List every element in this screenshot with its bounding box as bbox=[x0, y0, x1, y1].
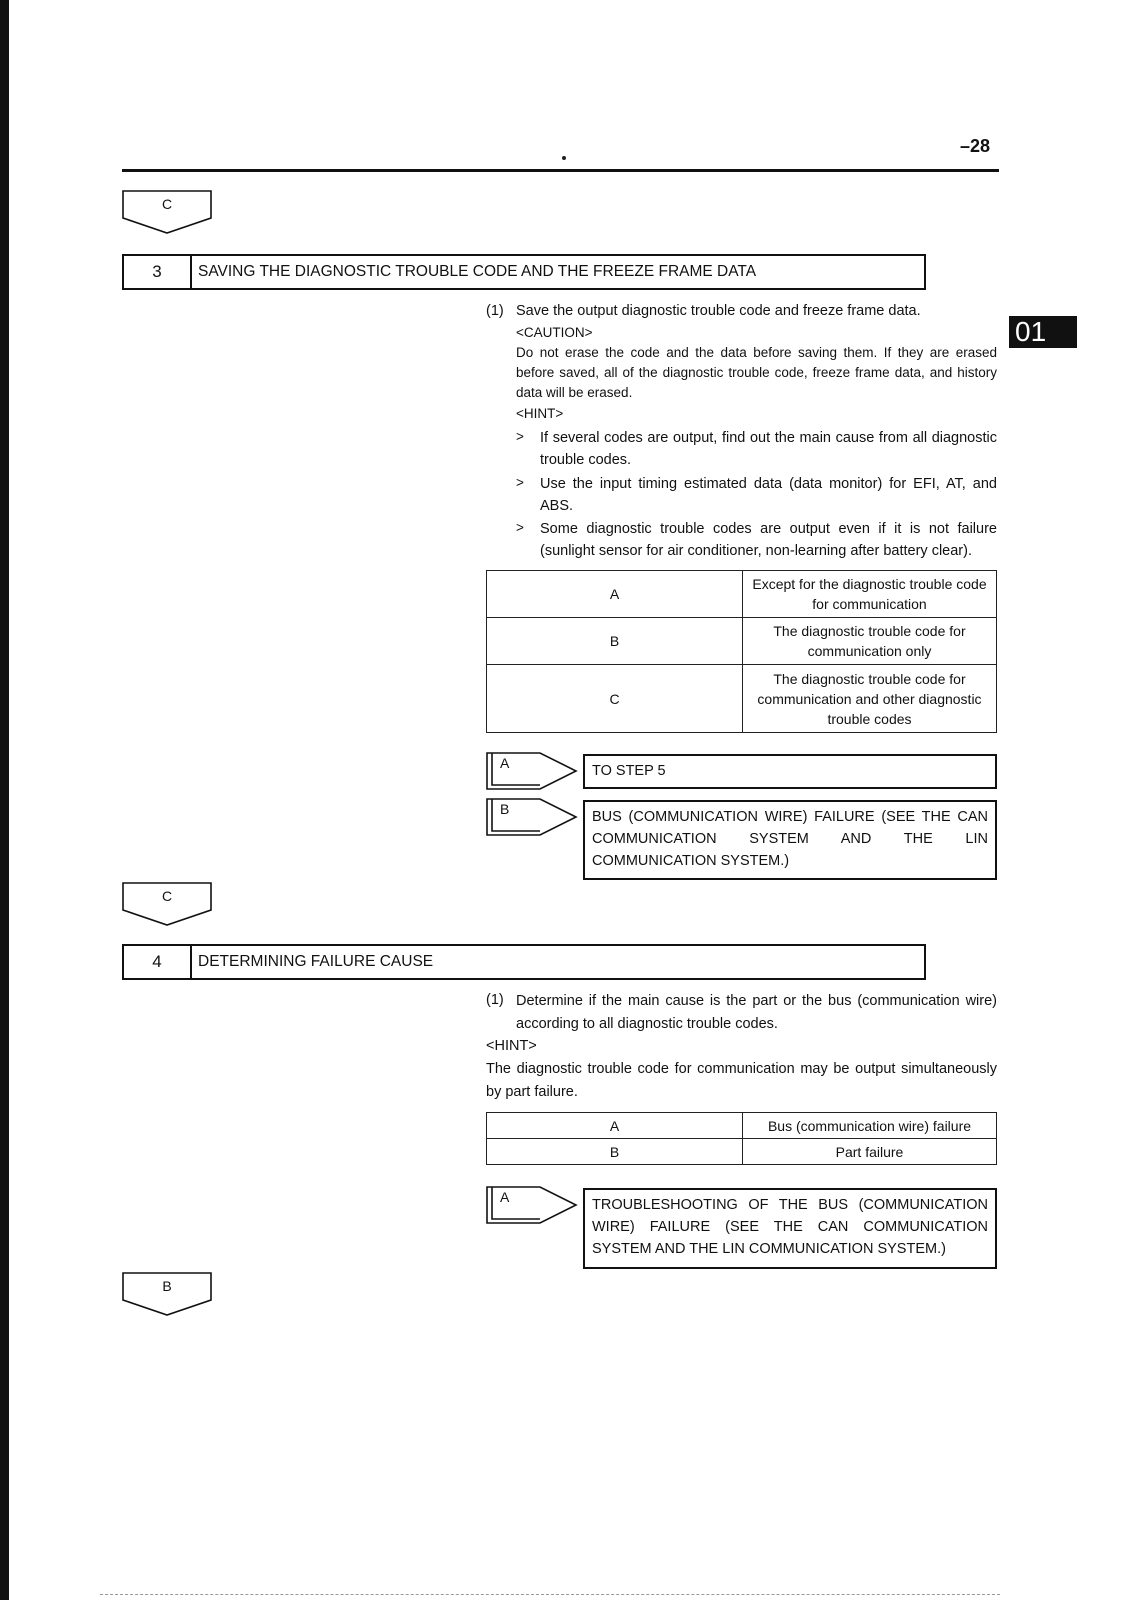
hint-item: Use the input timing estimated data (data monitor) for EFI, AT, and ABS. bbox=[540, 476, 997, 514]
hint-marker: > bbox=[516, 475, 524, 490]
table-row bbox=[487, 1113, 997, 1139]
result-a-tag bbox=[486, 1186, 578, 1226]
connector-b-bottom bbox=[122, 1272, 212, 1316]
step-3-result-table bbox=[486, 570, 997, 733]
hint-marker: > bbox=[516, 520, 524, 535]
table-code: C bbox=[487, 665, 743, 733]
result-b-box: BUS (COMMUNICATION WIRE) FAILURE (SEE THE CAN COMMUNICATION SYSTEM AND THE LIN COMMUNICATION SYSTEM.) bbox=[583, 800, 997, 880]
table-desc: Except for the diagnostic trouble code for communication bbox=[743, 571, 997, 618]
connector-label: C bbox=[161, 888, 173, 904]
step-number: 3 bbox=[124, 256, 192, 288]
result-code: A bbox=[500, 755, 510, 771]
step-4-header bbox=[122, 944, 926, 980]
table-desc: The diagnostic trouble code for communication and other diagnostic trouble codes bbox=[743, 665, 997, 733]
caution-text: Do not erase the code and the data before saving them. If they are erased before saved, all of the diagnostic trouble code, freeze frame data, and history data will be erased. bbox=[516, 345, 997, 400]
table-desc: Part failure bbox=[743, 1139, 997, 1165]
connector-c-top bbox=[122, 190, 212, 234]
connector-label: B bbox=[162, 1278, 172, 1294]
step-number: 4 bbox=[124, 946, 192, 978]
hint-item: If several codes are output, find out the main cause from all diagnostic trouble codes. bbox=[540, 430, 997, 468]
result-a-box: TO STEP 5 bbox=[583, 754, 997, 789]
page-number: –28 bbox=[960, 136, 991, 156]
connector-label: C bbox=[161, 196, 173, 212]
table-row bbox=[487, 571, 997, 618]
hint-item: Some diagnostic trouble codes are output even if it is not failure (sunlight sensor for air conditioner, non-learning after battery clear). bbox=[540, 521, 997, 559]
result-a-tag bbox=[486, 752, 578, 792]
hint-label: <HINT> bbox=[486, 1038, 537, 1054]
item-text: Determine if the main cause is the part or the bus (communication wire) according to all diagnostic trouble codes. bbox=[516, 993, 997, 1032]
table-row bbox=[487, 1139, 997, 1165]
result-a-box: TROUBLESHOOTING OF THE BUS (COMMUNICATION WIRE) FAILURE (SEE THE CAN COMMUNICATION SYSTEM AND THE LIN COMMUNICATION SYSTEM.) bbox=[583, 1188, 997, 1269]
hint-text: The diagnostic trouble code for communication may be output simultaneously by part failure. bbox=[486, 1061, 997, 1100]
item-number: (1) bbox=[486, 992, 504, 1008]
step-title: DETERMINING FAILURE CAUSE bbox=[198, 953, 434, 970]
table-desc: The diagnostic trouble code for communication only bbox=[743, 618, 997, 665]
item-number: (1) bbox=[486, 303, 504, 319]
table-code: B bbox=[487, 1139, 743, 1165]
table-code: B bbox=[487, 618, 743, 665]
header-rule bbox=[122, 169, 999, 172]
scan-footer-line bbox=[100, 1594, 1000, 1595]
scan-edge bbox=[0, 0, 9, 1600]
connector-c-middle bbox=[122, 882, 212, 926]
table-code: A bbox=[487, 1113, 743, 1139]
scan-dot bbox=[562, 156, 566, 160]
step-title: SAVING THE DIAGNOSTIC TROUBLE CODE AND THE FREEZE FRAME DATA bbox=[198, 263, 757, 280]
table-code: A bbox=[487, 571, 743, 618]
table-desc: Bus (communication wire) failure bbox=[743, 1113, 997, 1139]
step-3-header bbox=[122, 254, 926, 290]
result-b-tag bbox=[486, 798, 578, 838]
table-row bbox=[487, 618, 997, 665]
table-row bbox=[487, 665, 997, 733]
result-code: B bbox=[500, 801, 510, 817]
result-code: A bbox=[500, 1189, 510, 1205]
hint-marker: > bbox=[516, 429, 524, 444]
item-text: Save the output diagnostic trouble code and freeze frame data. bbox=[516, 303, 921, 319]
hint-label: <HINT> bbox=[516, 406, 564, 421]
caution-label: <CAUTION> bbox=[516, 325, 593, 340]
section-tab: 01 bbox=[1009, 316, 1077, 348]
step-4-result-table bbox=[486, 1112, 997, 1165]
